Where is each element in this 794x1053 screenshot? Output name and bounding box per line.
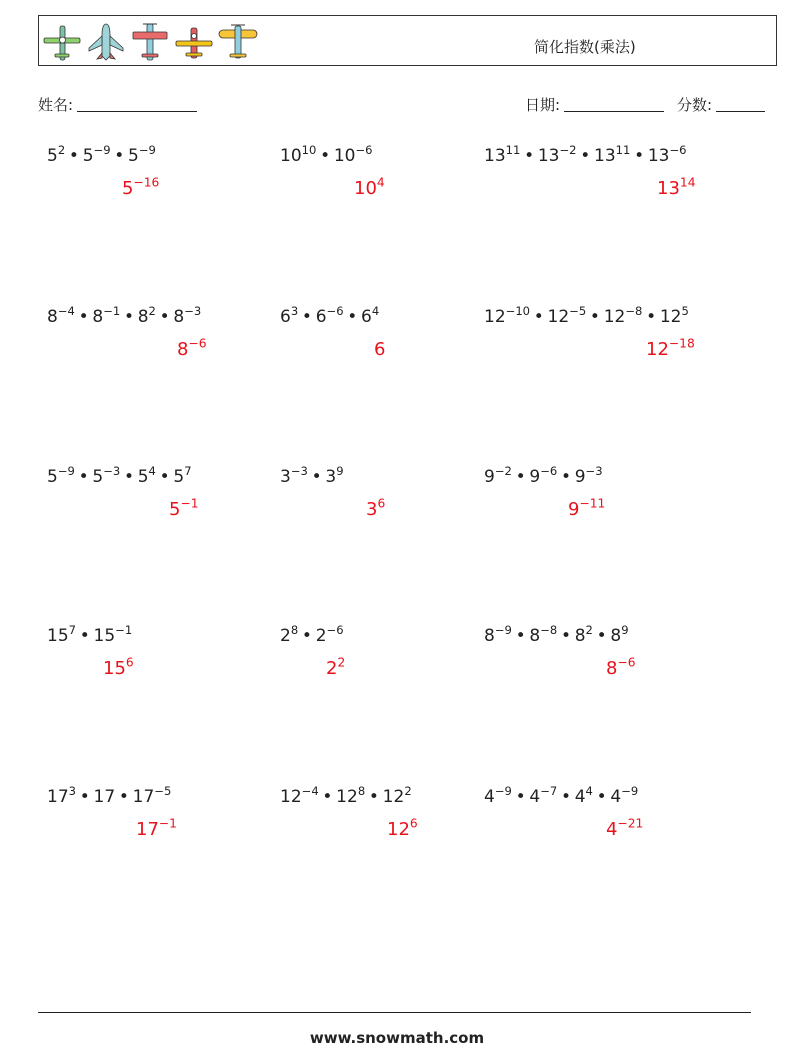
base: 12 (547, 307, 570, 327)
exponent: 10 (301, 142, 317, 157)
exponent: −3 (290, 463, 308, 478)
base: 6 (374, 339, 386, 360)
name-label: 姓名: (38, 96, 74, 114)
exponent: 2 (57, 142, 66, 157)
power-term (136, 816, 177, 840)
base: 17 (93, 787, 116, 807)
multiply-dot: • (78, 467, 89, 487)
power-term (610, 783, 639, 807)
multiply-dot: • (79, 626, 90, 646)
power-term (647, 142, 687, 166)
power-term (574, 622, 593, 646)
exponent: 2 (148, 303, 156, 318)
multiply-dot: • (68, 146, 79, 166)
power-term (92, 303, 121, 327)
teal-plane-icon (85, 20, 127, 64)
base: 17 (47, 787, 69, 807)
base: 12 (280, 787, 302, 807)
base: 5 (82, 146, 94, 166)
exponent: 3 (68, 783, 76, 798)
exponent: −8 (625, 303, 643, 318)
power-term (387, 816, 418, 840)
exponent: 7 (68, 622, 76, 637)
exponent: 14 (679, 175, 696, 190)
name-field (38, 94, 197, 115)
problem-expression (484, 463, 603, 487)
answer (606, 655, 636, 679)
problem-expression (47, 783, 172, 807)
answer (177, 336, 207, 360)
base: 6 (315, 307, 327, 327)
base: 8 (610, 626, 622, 646)
date-blank[interactable] (564, 97, 664, 112)
exponent: −1 (158, 816, 177, 831)
power-term (537, 142, 577, 166)
base: 4 (484, 787, 495, 807)
exponent: −9 (621, 783, 639, 798)
worksheet-title: 简化指数(乘法) (534, 38, 636, 56)
footer-divider (38, 1012, 751, 1013)
base: 4 (606, 819, 618, 840)
base: 4 (610, 787, 622, 807)
multiply-dot: • (123, 467, 134, 487)
answer (136, 816, 177, 840)
power-term (315, 622, 344, 646)
answer (326, 655, 346, 679)
power-term (326, 655, 346, 679)
base: 13 (647, 146, 670, 166)
problem-expression (280, 303, 380, 327)
exponent: −4 (57, 303, 75, 318)
base: 5 (173, 467, 185, 487)
exponent: −5 (569, 303, 587, 318)
base: 12 (387, 819, 410, 840)
date-label: 日期: (525, 96, 561, 114)
power-term (173, 463, 192, 487)
problem-expression (47, 303, 202, 327)
base: 12 (382, 787, 405, 807)
power-term (315, 303, 344, 327)
power-term (94, 787, 116, 807)
power-term (484, 142, 521, 166)
footer-url: www.snowmath.com (309, 1029, 485, 1047)
power-term (333, 142, 373, 166)
power-term (484, 463, 512, 487)
power-term (173, 303, 202, 327)
power-term (574, 463, 603, 487)
power-term (47, 142, 66, 166)
exponent: −1 (115, 622, 133, 637)
answer (646, 336, 695, 360)
multiply-dot: • (560, 787, 571, 807)
exponent: 5 (681, 303, 689, 318)
problem-expression (47, 142, 156, 166)
power-term (336, 783, 366, 807)
multiply-dot: • (580, 146, 591, 166)
date-field (525, 94, 664, 115)
power-term (646, 336, 695, 360)
base: 10 (354, 178, 377, 199)
multiply-dot: • (560, 626, 571, 646)
base: 8 (47, 307, 58, 327)
power-term (574, 783, 593, 807)
base: 6 (361, 307, 372, 327)
exponent: 11 (505, 142, 521, 157)
answer (374, 341, 385, 359)
exponent: −8 (540, 622, 558, 637)
exponent: −21 (617, 816, 644, 831)
base: 5 (137, 467, 149, 487)
base: 15 (103, 658, 126, 679)
power-term (280, 303, 299, 327)
exponent: 3 (290, 303, 299, 318)
base: 9 (574, 467, 586, 487)
power-term (529, 783, 558, 807)
exponent: −9 (93, 142, 111, 157)
answer (387, 816, 418, 840)
exponent: −6 (355, 142, 373, 157)
exponent: 8 (290, 622, 299, 637)
exponent: 6 (377, 496, 386, 511)
multiply-dot: • (524, 146, 535, 166)
base: 4 (574, 787, 586, 807)
power-term (128, 142, 156, 166)
base: 9 (484, 467, 495, 487)
multiply-dot: • (515, 626, 526, 646)
power-term (657, 175, 696, 199)
exponent: −9 (138, 142, 156, 157)
base: 8 (529, 626, 541, 646)
problem-expression (280, 142, 373, 166)
base: 8 (173, 307, 185, 327)
power-term (529, 463, 558, 487)
base: 15 (47, 626, 69, 646)
base: 2 (280, 626, 291, 646)
exponent: 2 (404, 783, 412, 798)
base: 12 (336, 787, 358, 807)
power-term (137, 463, 156, 487)
exponent: 2 (585, 622, 593, 637)
multiply-dot: • (322, 787, 333, 807)
base: 8 (484, 626, 495, 646)
power-term (606, 655, 636, 679)
exponent: 2 (337, 655, 346, 670)
base: 15 (93, 626, 116, 646)
base: 9 (529, 467, 541, 487)
exponent: 9 (336, 463, 344, 478)
base: 12 (659, 307, 682, 327)
base: 8 (177, 339, 189, 360)
power-term (325, 463, 344, 487)
exponent: −3 (184, 303, 202, 318)
exponent: 7 (184, 463, 192, 478)
base: 5 (169, 499, 181, 520)
base: 10 (333, 146, 356, 166)
multiply-dot: • (596, 787, 607, 807)
multiply-dot: • (79, 787, 90, 807)
exponent: −9 (494, 622, 512, 637)
exponent: −11 (579, 496, 606, 511)
power-term (606, 816, 644, 840)
power-term (280, 783, 319, 807)
multiply-dot: • (123, 307, 134, 327)
exponent: 8 (357, 783, 366, 798)
multiply-dot: • (311, 467, 322, 487)
base: 12 (603, 307, 626, 327)
power-term (47, 622, 76, 646)
base: 12 (484, 307, 506, 327)
exponent: −9 (494, 783, 512, 798)
exponent: −4 (301, 783, 319, 798)
power-term (82, 142, 111, 166)
power-term (92, 463, 121, 487)
power-term (177, 336, 207, 360)
exponent: −2 (494, 463, 512, 478)
exponent: 4 (376, 175, 385, 190)
base: 8 (137, 307, 149, 327)
exponent: −7 (540, 783, 558, 798)
answer (354, 175, 385, 199)
exponent: −1 (180, 496, 199, 511)
header-box (38, 15, 777, 66)
base: 3 (280, 467, 291, 487)
multiply-dot: • (634, 146, 645, 166)
power-term (137, 303, 156, 327)
multiply-dot: • (78, 307, 89, 327)
power-term (280, 622, 299, 646)
exponent: −10 (505, 303, 531, 318)
exponent: −6 (188, 336, 207, 351)
multiply-dot: • (301, 307, 312, 327)
exponent: −16 (133, 175, 160, 190)
multiply-dot: • (347, 307, 358, 327)
power-term (366, 496, 386, 520)
power-term (103, 655, 134, 679)
base: 2 (326, 658, 338, 679)
power-term (568, 496, 606, 520)
multiply-dot: • (114, 146, 125, 166)
multiply-dot: • (515, 787, 526, 807)
problem-expression (484, 303, 689, 327)
base: 8 (92, 307, 104, 327)
answer (122, 175, 160, 199)
power-term (122, 175, 160, 199)
multiply-dot: • (301, 626, 312, 646)
exponent: −2 (559, 142, 577, 157)
answer (568, 496, 606, 520)
power-term (354, 175, 385, 199)
exponent: 11 (615, 142, 631, 157)
power-term (280, 142, 317, 166)
base: 12 (646, 339, 669, 360)
multiply-dot: • (368, 787, 379, 807)
multiply-dot: • (596, 626, 607, 646)
power-term (132, 783, 172, 807)
power-term (484, 783, 512, 807)
base: 13 (594, 146, 616, 166)
multiply-dot: • (320, 146, 331, 166)
answer (606, 816, 644, 840)
power-term (169, 496, 199, 520)
power-term (547, 303, 587, 327)
power-term (484, 622, 512, 646)
problem-expression (280, 622, 344, 646)
power-term (603, 303, 643, 327)
exponent: −6 (326, 622, 344, 637)
exponent: −6 (540, 463, 558, 478)
exponent: 4 (148, 463, 156, 478)
exponent: −6 (326, 303, 344, 318)
power-term (47, 783, 76, 807)
power-term (382, 783, 412, 807)
problem-expression (280, 463, 344, 487)
problem-expression (484, 783, 639, 807)
problem-expression (484, 142, 687, 166)
multiply-dot: • (159, 307, 170, 327)
answer (103, 655, 134, 679)
exponent: −5 (154, 783, 172, 798)
red-plane-icon (129, 20, 171, 64)
base: 4 (529, 787, 541, 807)
plane-icons (41, 20, 259, 64)
power-term (610, 622, 629, 646)
exponent: −18 (668, 336, 695, 351)
power-term (484, 303, 531, 327)
power-term (47, 303, 75, 327)
exponent: 4 (371, 303, 380, 318)
problem-expression (484, 622, 629, 646)
power-term (93, 622, 133, 646)
multiply-dot: • (515, 467, 526, 487)
exponent: 6 (125, 655, 134, 670)
base: 8 (606, 658, 618, 679)
exponent: 9 (621, 622, 629, 637)
exponent: −3 (103, 463, 121, 478)
exponent: 4 (585, 783, 593, 798)
multiply-dot: • (589, 307, 600, 327)
problem-expression (47, 622, 133, 646)
answer (366, 496, 386, 520)
base: 5 (92, 467, 104, 487)
problem-expression (47, 463, 192, 487)
base: 6 (280, 307, 291, 327)
multiply-dot: • (159, 467, 170, 487)
exponent: −1 (103, 303, 121, 318)
power-term (47, 463, 75, 487)
power-term (280, 463, 308, 487)
base: 9 (568, 499, 580, 520)
problem-expression (280, 783, 412, 807)
exponent: −3 (585, 463, 603, 478)
multiply-dot: • (646, 307, 657, 327)
green-plane-icon (41, 20, 83, 64)
name-blank[interactable] (77, 97, 197, 112)
multiply-dot: • (118, 787, 129, 807)
score-field (677, 94, 765, 115)
base: 13 (537, 146, 560, 166)
answer (657, 175, 696, 199)
base: 13 (657, 178, 680, 199)
power-term (361, 303, 380, 327)
base: 8 (574, 626, 586, 646)
base: 17 (132, 787, 155, 807)
power-term (374, 339, 385, 360)
base: 13 (484, 146, 506, 166)
power-term (659, 303, 689, 327)
multiply-dot: • (560, 467, 571, 487)
orange-plane-icon (217, 20, 259, 64)
base: 10 (280, 146, 302, 166)
exponent: 6 (409, 816, 418, 831)
power-term (529, 622, 558, 646)
base: 3 (366, 499, 378, 520)
answer (169, 496, 199, 520)
base: 17 (136, 819, 159, 840)
score-label: 分数: (677, 96, 713, 114)
score-blank[interactable] (716, 97, 765, 112)
base: 5 (128, 146, 139, 166)
base: 2 (315, 626, 327, 646)
power-term (594, 142, 631, 166)
base: 3 (325, 467, 337, 487)
yellow-plane-icon (173, 20, 215, 64)
multiply-dot: • (533, 307, 544, 327)
exponent: −6 (669, 142, 687, 157)
base: 5 (47, 146, 58, 166)
exponent: −9 (57, 463, 75, 478)
exponent: −6 (617, 655, 636, 670)
base: 5 (47, 467, 58, 487)
base: 5 (122, 178, 134, 199)
